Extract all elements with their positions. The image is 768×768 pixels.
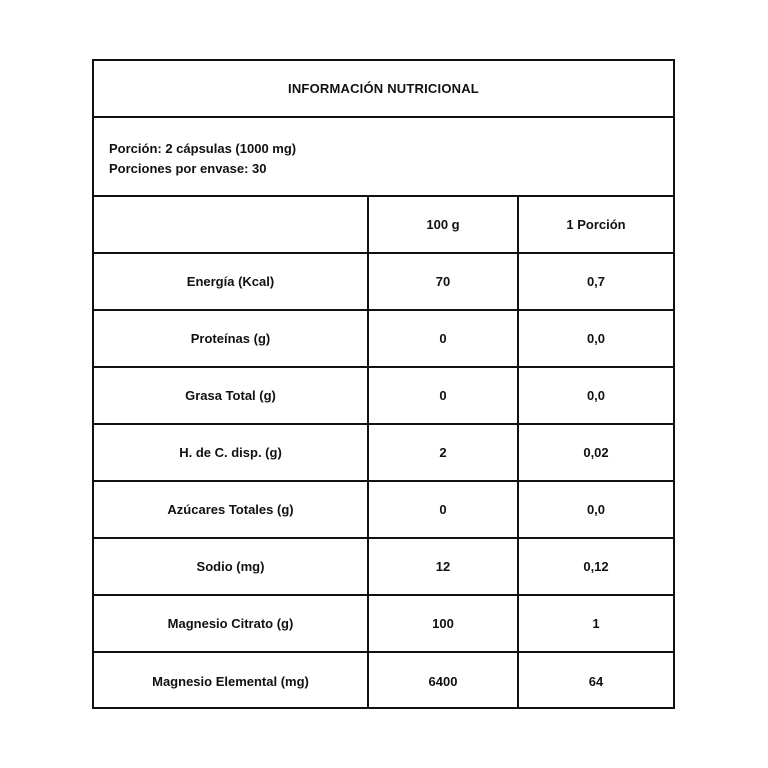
nutrient-name: Magnesio Citrato (g) [94,596,369,651]
nutrient-name: H. de C. disp. (g) [94,425,369,480]
value-per-portion: 0,0 [586,331,606,346]
nutrient-name: Azúcares Totales (g) [94,482,369,537]
header-per-100g: 100 g [369,197,519,252]
value-per-portion: 0,0 [586,388,606,403]
table-row [94,254,673,311]
value-per-100g: 0 [369,482,519,537]
portion-info [94,118,673,197]
nutrition-facts-table [92,59,675,709]
table-row [94,596,673,653]
table-title: INFORMACIÓN NUTRICIONAL [94,61,673,118]
header-per-portion: 1 Porción [566,217,626,232]
value-per-portion: 0,7 [586,274,606,289]
nutrient-name: Magnesio Elemental (mg) [94,653,369,709]
nutrient-name: Energía (Kcal) [94,254,369,309]
value-per-100g: 2 [369,425,519,480]
value-per-portion: 1 [592,616,600,631]
value-per-100g: 6400 [369,653,519,709]
value-per-100g: 12 [369,539,519,594]
value-per-100g: 100 [369,596,519,651]
table-row [94,425,673,482]
nutrient-name: Proteínas (g) [94,311,369,366]
value-per-100g: 0 [369,368,519,423]
value-per-portion: 0,02 [583,445,609,460]
nutrient-grid [94,197,673,709]
table-row [94,653,673,709]
nutrient-name: Grasa Total (g) [94,368,369,423]
table-row [94,368,673,425]
nutrient-name: Sodio (mg) [94,539,369,594]
value-per-portion: 0,0 [586,502,606,517]
value-per-portion: 64 [588,673,604,689]
header-nutrient [94,197,369,252]
value-per-100g: 70 [369,254,519,309]
portion-size: Porción: 2 cápsulas (1000 mg) [109,141,297,156]
servings-per-container: Porciones por envase: 30 [109,161,267,176]
value-per-100g: 0 [369,311,519,366]
table-row [94,482,673,539]
table-row [94,311,673,368]
table-row [94,539,673,596]
value-per-portion: 0,12 [583,559,609,574]
header-row [94,197,673,254]
